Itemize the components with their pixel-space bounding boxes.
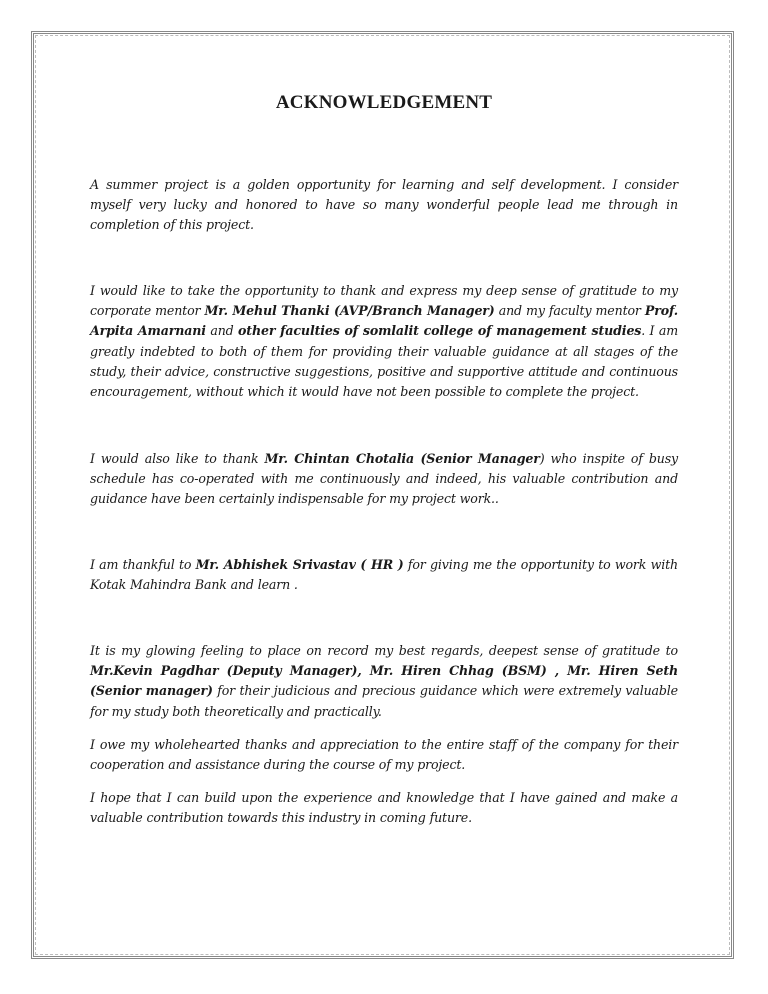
paragraph-hr (90, 555, 678, 595)
paragraph-text: It is my glowing feeling to place on record my best regards, deepest sense of gratitude to (90, 643, 678, 658)
page-title: ACKNOWLEDGEMENT (275, 92, 493, 113)
faculty-mentor-name: Prof. Arpita Amarnani (90, 303, 678, 339)
paragraph-mentors (90, 281, 678, 402)
college-faculties: other faculties of somlalit college of management studies (238, 323, 642, 339)
paragraph-text: I would also like to thank (90, 451, 265, 466)
paragraph-intro (90, 175, 678, 236)
hr-name: Mr. Abhishek Srivastav ( HR ) (195, 557, 404, 572)
corporate-mentor-name: Mr. Mehul Thanki (AVP/Branch Manager) (204, 303, 495, 319)
paragraph-closing (90, 788, 678, 828)
paragraph-text: I owe my wholehearted thanks and appreciation to the entire staff of the company for their cooperation and assistance during the course of my project. (90, 737, 678, 773)
paragraph-regards (90, 641, 678, 722)
paragraph-text: A summer project is a golden opportunity for learning and self development. I consider myself very lucky and honored to have so many wonderful people lead me through in completion of this project. (90, 177, 678, 233)
paragraph-senior-manager (90, 449, 678, 510)
paragraph-text: and my faculty mentor (494, 303, 645, 319)
paragraph-text: for their judicious and precious guidance which were extremely valuable for my study both theoretically and practically. (90, 683, 678, 719)
paragraph-text: I am thankful to (90, 557, 196, 572)
senior-manager-name: Mr. Chintan Chotalia (Senior Manager (264, 451, 540, 466)
paragraph-text: I hope that I can build upon the experience and knowledge that I have gained and make a valuable contribution towards this industry in coming future. (90, 790, 678, 826)
paragraph-staff (90, 735, 678, 775)
paragraph-text: and (205, 323, 239, 339)
paragraph-text: for giving me the opportunity to work with Kotak Mahindra Bank and learn . (90, 557, 678, 593)
managers-names: Mr.Kevin Pagdhar (Deputy Manager), Mr. Hiren Chhag (BSM) , Mr. Hiren Seth (Senior manager) (90, 663, 678, 699)
paragraph-text: ) who inspite of busy schedule has co-operated with me continuously and indeed, his valuable contribution and guidance have been certainly indispensable for my project work.. (90, 451, 678, 507)
paragraph-text: I would like to take the opportunity to thank and express my deep sense of gratitude to my corporate mentor (90, 283, 678, 319)
paragraph-text: . I am greatly indebted to both of them for providing their valuable guidance at all stages of the study, their advice, constructive suggestions, positive and supportive attitude and continuous encouragement, without which it would have not been possible to complete the project. (90, 323, 678, 400)
